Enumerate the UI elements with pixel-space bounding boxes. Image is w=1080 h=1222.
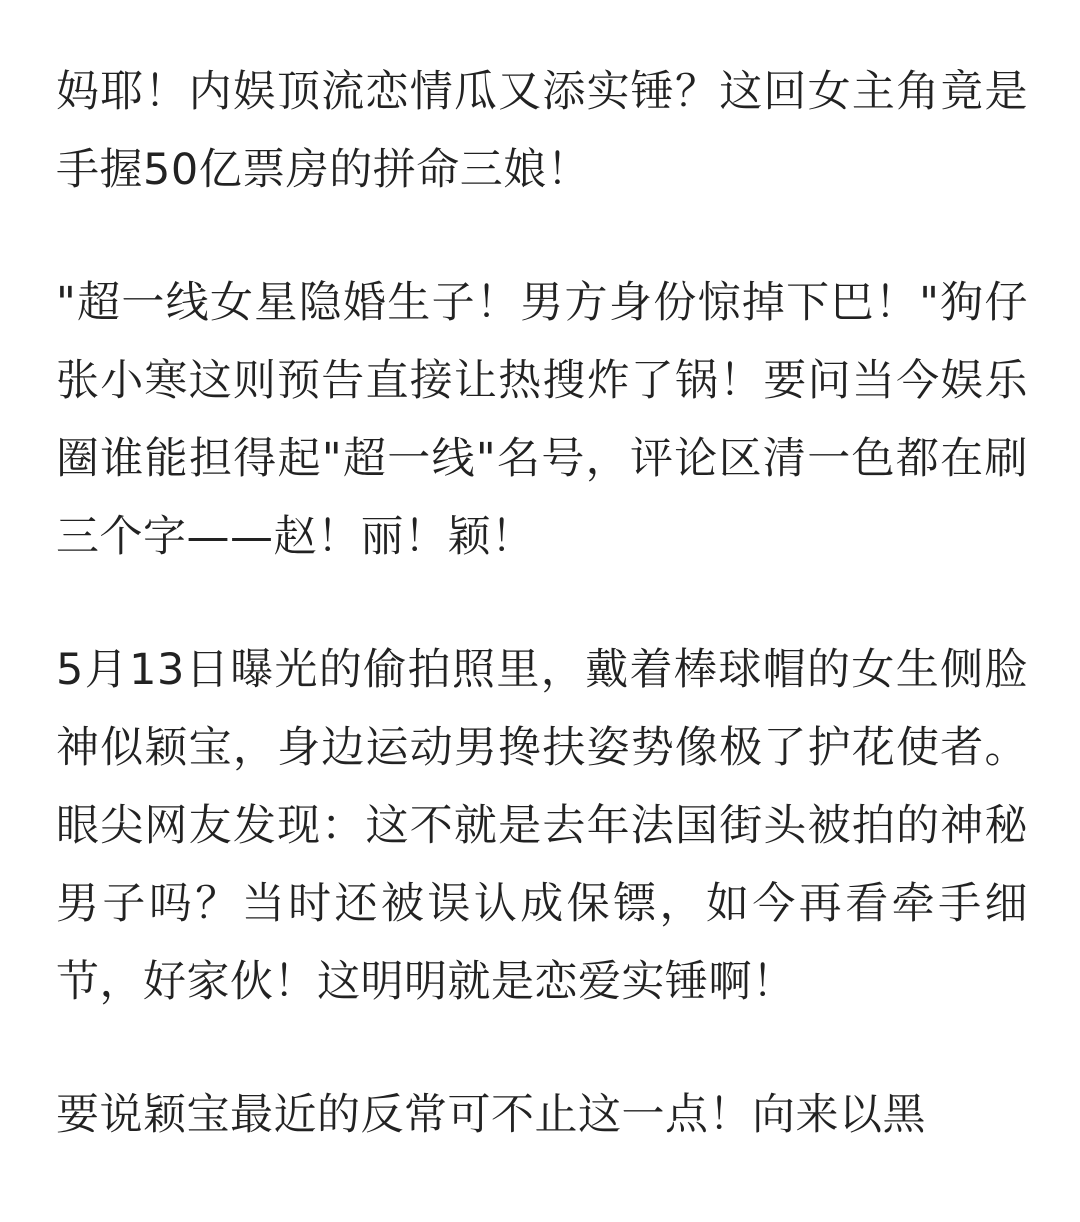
paragraph-intro: 妈耶！内娱顶流恋情瓜又添实锤？这回女主角竟是手握50亿票房的拼命三娘！	[56, 67, 1028, 195]
paragraph-photo-evidence: 5月13日曝光的偷拍照里，戴着棒球帽的女生侧脸神似颖宝，身边运动男搀扶姿势像极了护花使者。眼尖网友发现：这不就是去年法国街头被拍的神秘男子吗？当时还被误认成保镖，如今再看牵手细节，好家伙！这明明就是恋爱实锤啊！	[56, 645, 1028, 1007]
paragraph-truncated: 要说颖宝最近的反常可不止这一点！向来以黑	[56, 1090, 926, 1140]
article-body	[56, 53, 1028, 1154]
paragraph-rumor: "超一线女星隐婚生子！男方身份惊掉下巴！"狗仔张小寒这则预告直接让热搜炸了锅！要问当今娱乐圈谁能担得起"超一线"名号，评论区清一色都在刷三个字——赵！丽！颖！	[56, 278, 1028, 562]
